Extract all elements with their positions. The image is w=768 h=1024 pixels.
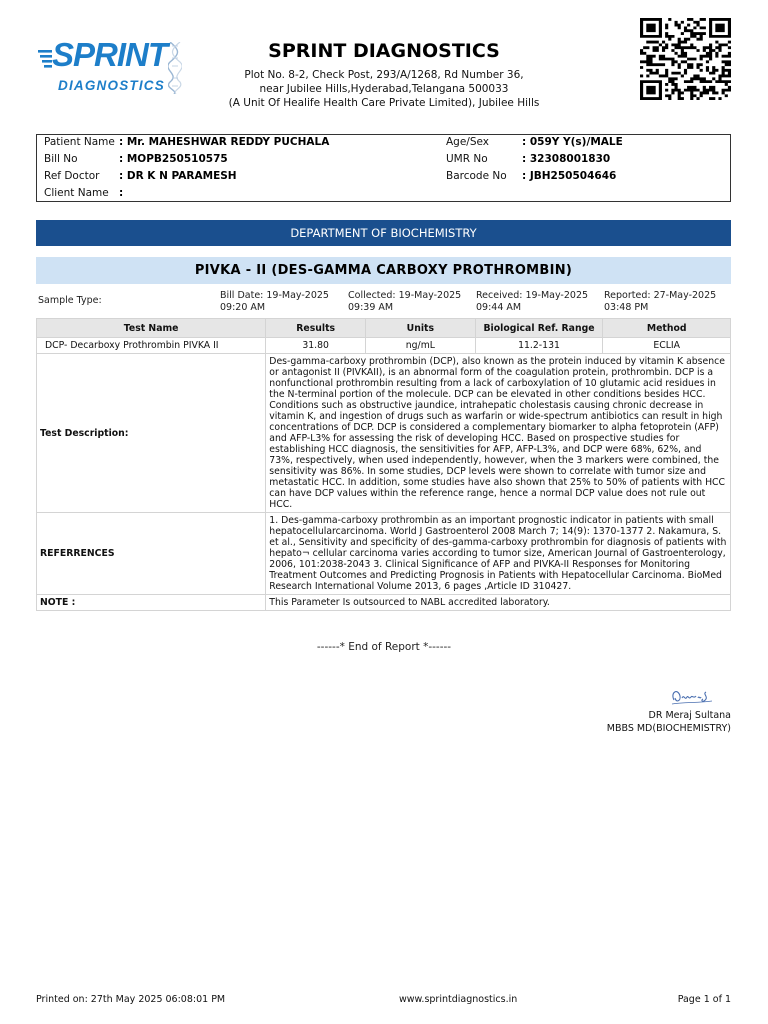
references-text: 1. Des-gamma-carboxy prothrombin as an important prognostic indicator in patients with small hepatocellularcarcinoma. World J Gastroenterol 2008 March 7; 14(9): 1370-1377 2. Nakamura, S. et al., Sensitivity and specificity of des-gamma-carboxy prothrombin for diagnosis of patients with hepato¬ cellular carcinoma varies according to tumor size, American Journal of Gastroenterology, 2006, 101:2038-2043 3. Clinical Significance of AFP and PIVKA-II Responses for Monitoring Treatment Outcomes and Predicting Prognosis in Patients with Hepatocellular Carcinoma. BioMed Research International Volume 2013, 6 pages ,Article ID 310427. <box>266 513 731 595</box>
logo-speed-lines <box>38 50 52 70</box>
collected-line-1: Collected: 19-May-2025 <box>348 290 462 301</box>
signing-doctor-name: DR Meraj Sultana <box>648 710 731 721</box>
reported-line-1: Reported: 27-May-2025 <box>604 290 717 301</box>
cell-units: ng/mL <box>366 338 476 354</box>
cell-range: 11.2-131 <box>475 338 603 354</box>
note-row <box>37 595 731 611</box>
bill-date <box>220 290 329 314</box>
test-title: PIVKA - II (DES-GAMMA CARBOXY PROTHROMBIN) <box>36 257 731 284</box>
end-of-report: ------* End of Report *------ <box>316 641 452 653</box>
signature-image <box>668 686 716 708</box>
description-row <box>37 354 731 513</box>
umr-no-label: UMR No <box>446 153 488 165</box>
bill-no-label: Bill No <box>44 153 78 165</box>
header-results: Results <box>266 319 366 338</box>
umr-no-value: : 32308001830 <box>522 153 611 165</box>
table-header-row <box>37 319 731 338</box>
printed-on: Printed on: 27th May 2025 06:08:01 PM <box>36 994 226 1005</box>
bill-no-value: : MOPB250510575 <box>119 153 228 165</box>
header-ref-range: Biological Ref. Range <box>475 319 603 338</box>
logo-sub-text: DIAGNOSTICS <box>58 78 165 93</box>
patient-name-label: Patient Name <box>44 136 115 148</box>
table-row <box>37 338 731 354</box>
description-label: Test Description: <box>37 354 266 513</box>
page-number: Page 1 of 1 <box>677 994 731 1005</box>
sample-type-label: Sample Type: <box>38 295 102 306</box>
received-line-2: 09:44 AM <box>476 302 522 313</box>
logo-main-text: SPRINT <box>52 36 168 73</box>
company-logo <box>38 38 188 98</box>
ref-doctor-label: Ref Doctor <box>44 170 100 182</box>
department-bar: DEPARTMENT OF BIOCHEMISTRY <box>36 220 731 246</box>
header-units: Units <box>366 319 476 338</box>
address-line-1: Plot No. 8-2, Check Post, 293/A/1268, Rd Number 36, <box>244 69 524 81</box>
reported-line-2: 03:48 PM <box>604 302 649 313</box>
qr-code-icon <box>640 18 731 100</box>
address-line-3: (A Unit Of Healife Health Care Private Limited), Jubilee Hills <box>228 97 540 109</box>
age-sex-value: : 059Y Y(s)/MALE <box>522 136 623 148</box>
references-label: REFERRENCES <box>37 513 266 595</box>
received-date <box>476 290 588 314</box>
barcode-no-value: : JBH250504646 <box>522 170 617 182</box>
age-sex-label: Age/Sex <box>446 136 489 148</box>
note-text: This Parameter Is outsourced to NABL accredited laboratory. <box>266 595 731 611</box>
bill-date-line-2: 09:20 AM <box>220 302 266 313</box>
description-text: Des-gamma-carboxy prothrombin (DCP), also known as the protein induced by vitamin K absence or antagonist II (PIVKAII), is an abnormal form of the coagulation protein, prothrombin. DCP is a nonfunctional prothrombin resulting from a lack of carboxylation of 10 glutamic acid residues in the N-terminal portion of the molecule. DCP can be elevated in other conditions besides HCC. Conditions such as obstructive jaundice, intrahepatic cholestasis causing chronic decrease in vitamin K, and ingestion of drugs such as warfarin or wide-spectrum antibiotics can result in high concentrations of DCP. DCP is considered a complementary biomarker to alpha fetoprotein (AFP) and AFP-L3% for assessing the risk of developing HCC. Based on prospective studies for establishing HCC diagnosis, the sensitivities for AFP, AFP-L3%, and DCP were 68%, 62%, and 73%, respectively, when used independently, however, when the 3 markers were combined, the sensitivity was 86%. In some studies, DCP levels were shown to correlate with tumor size and metastatic HCC. In addition, some studies have also shown that 25% to 50% of patients with HCC can have DCP values within the reference range, hence a normal DCP value does not rule out HCC. <box>266 354 731 513</box>
bill-date-line-1: Bill Date: 19-May-2025 <box>220 290 329 301</box>
client-name-value: : <box>119 187 124 199</box>
ref-doctor-value: : DR K N PARAMESH <box>119 170 237 182</box>
note-label: NOTE : <box>37 595 266 611</box>
collected-date <box>348 290 461 314</box>
patient-name-value: : Mr. MAHESHWAR REDDY PUCHALA <box>119 136 330 148</box>
reported-date <box>604 290 716 314</box>
signing-doctor-qualification: MBBS MD(BIOCHEMISTRY) <box>606 723 731 734</box>
cell-test-name: DCP- Decarboxy Prothrombin PIVKA II <box>37 338 266 354</box>
header-method: Method <box>603 319 731 338</box>
collected-line-2: 09:39 AM <box>348 302 394 313</box>
results-table <box>36 318 731 611</box>
header-test-name: Test Name <box>37 319 266 338</box>
cell-result: 31.80 <box>266 338 366 354</box>
cell-method: ECLIA <box>603 338 731 354</box>
patient-info-box <box>36 134 731 202</box>
dna-helix-icon <box>168 42 182 94</box>
received-line-1: Received: 19-May-2025 <box>476 290 589 301</box>
address-line-2: near Jubilee Hills,Hyderabad,Telangana 500033 <box>259 83 509 95</box>
references-row <box>37 513 731 595</box>
company-name: SPRINT DIAGNOSTICS <box>268 40 500 62</box>
client-name-label: Client Name <box>44 187 109 199</box>
barcode-no-label: Barcode No <box>446 170 507 182</box>
website-link[interactable]: www.sprintdiagnostics.in <box>399 994 518 1005</box>
